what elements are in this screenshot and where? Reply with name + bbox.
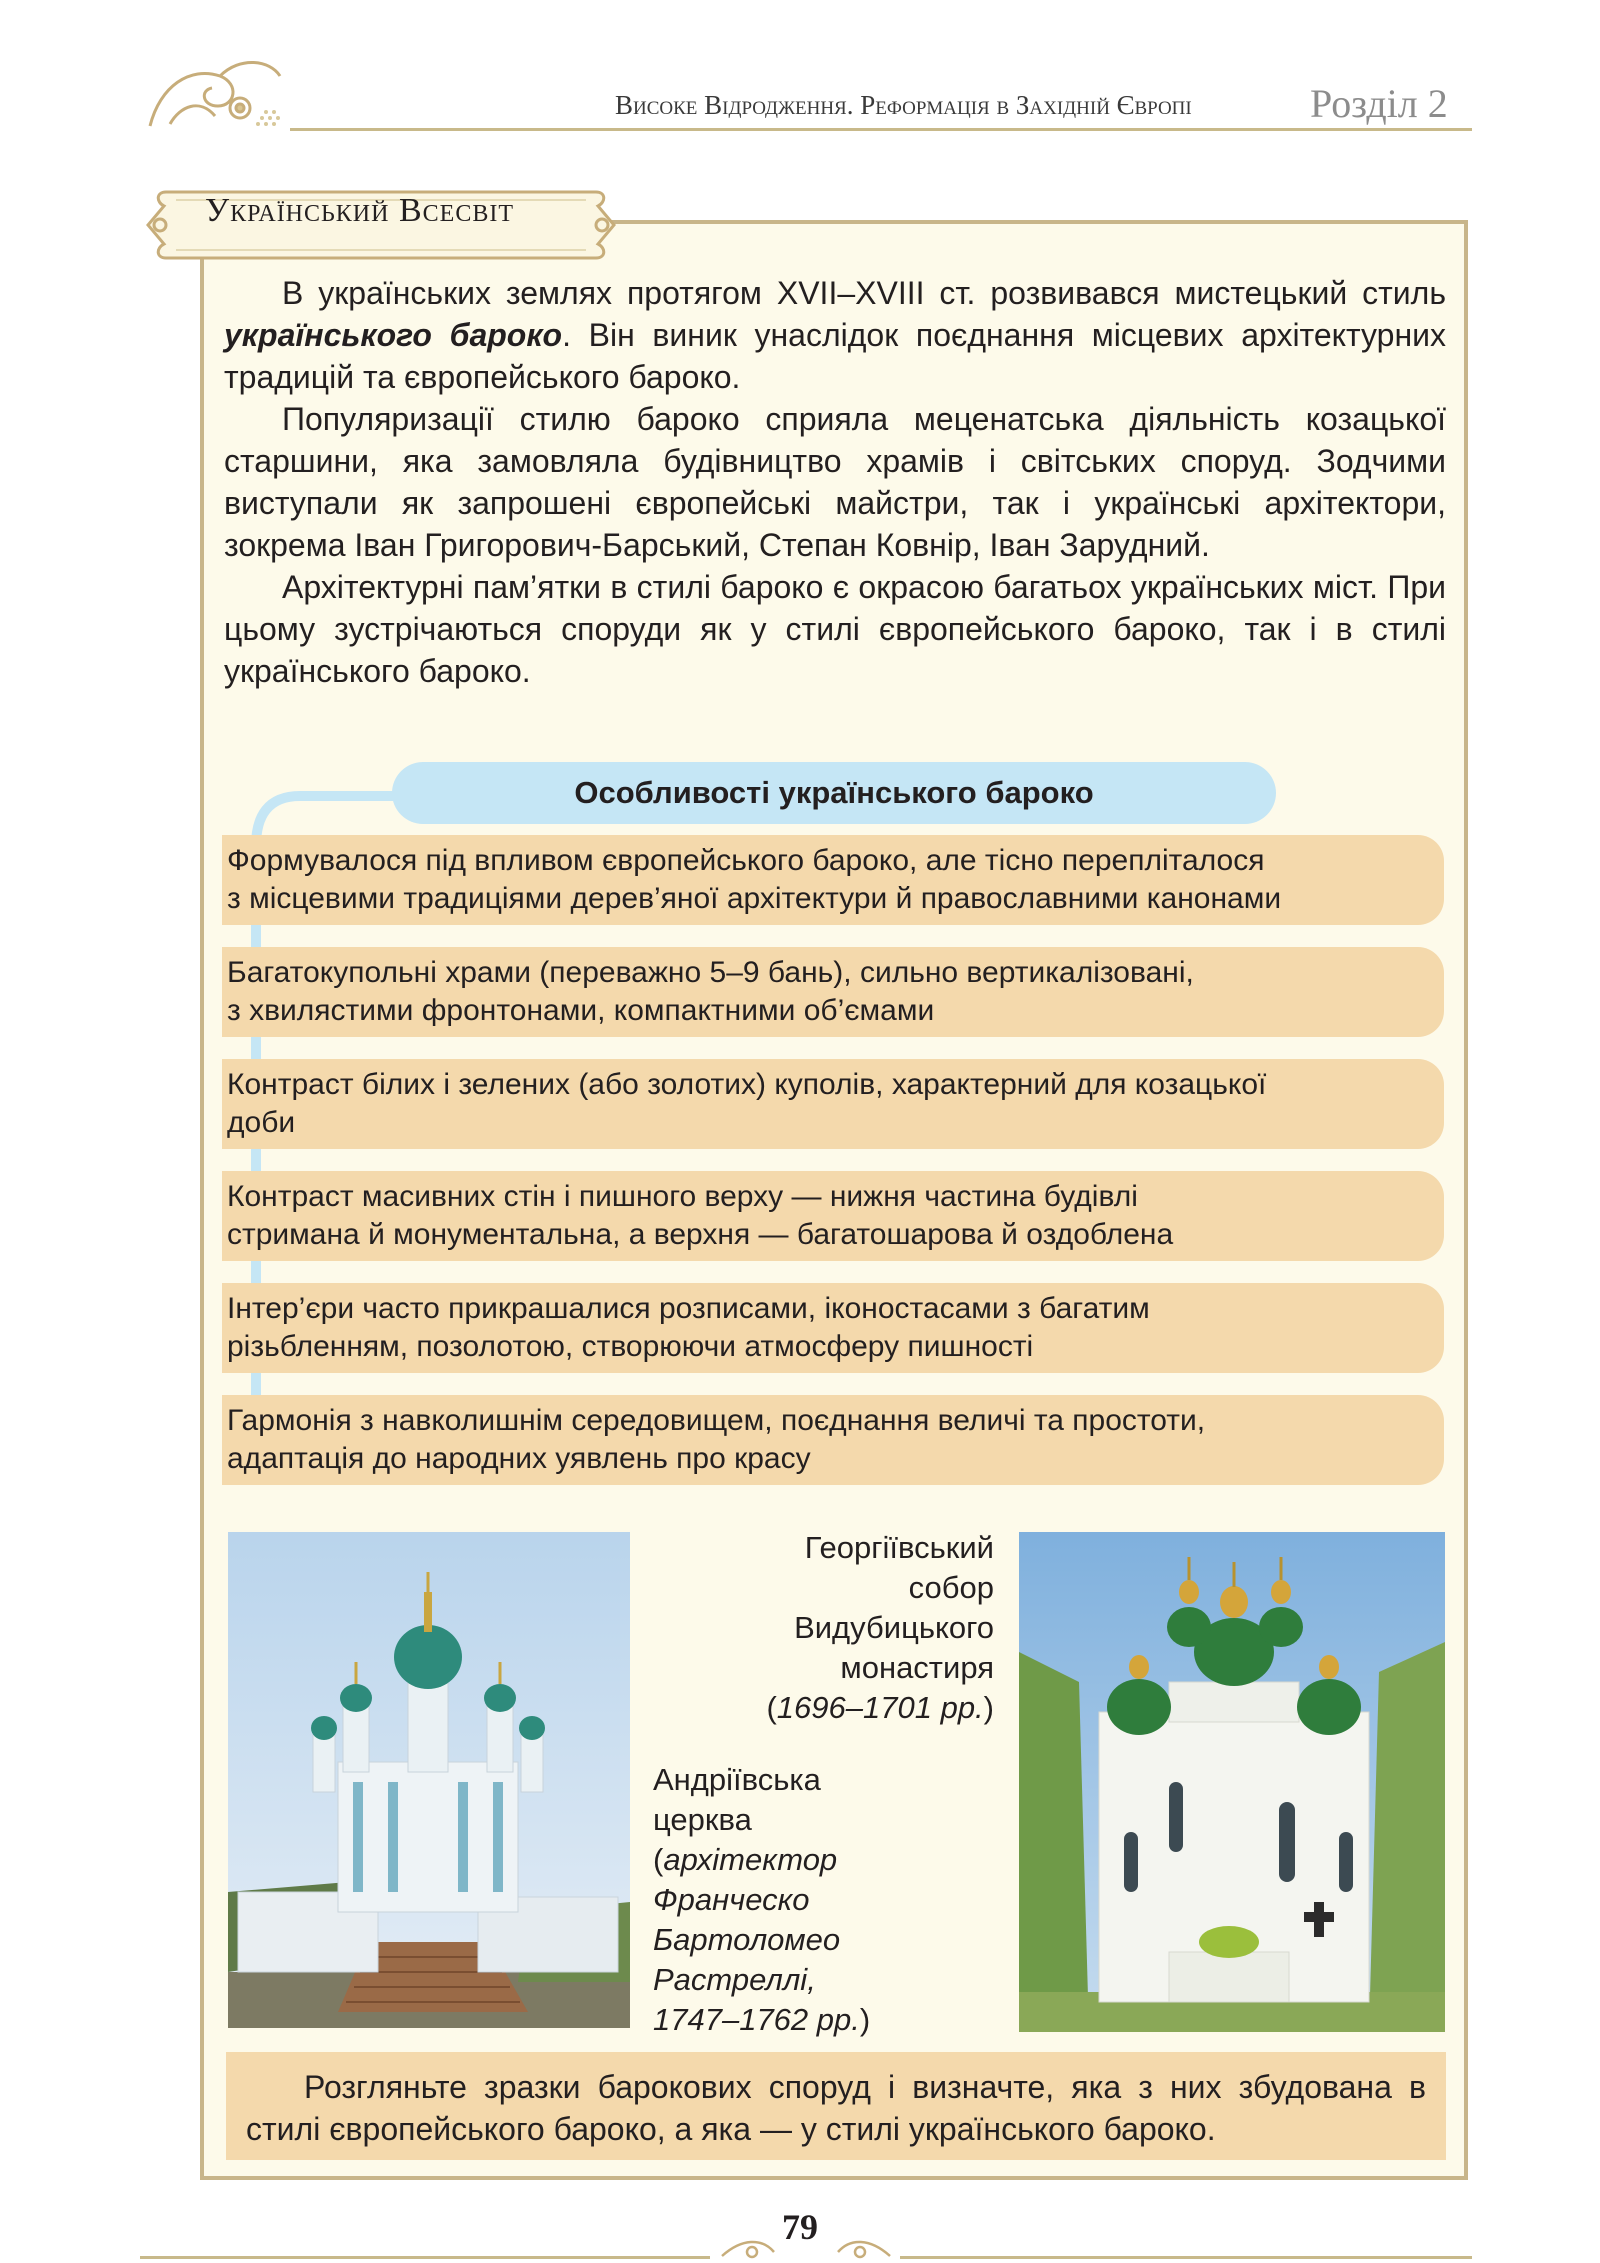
footer-divider-right: [900, 2256, 1472, 2259]
feature-item: Контраст білих і зелених (або золотих) куполів, характерний для козацької доби: [222, 1059, 1444, 1149]
feature-item: Контраст масивних стін і пишного верху — нижня частина будівлі стримана й монументальна, а верхня — багатошарова й оздоблена: [222, 1171, 1444, 1261]
banner-title: Український Всесвіт: [205, 192, 514, 229]
footer-divider-left: [140, 2256, 710, 2259]
features-title: Особливості українського бароко: [392, 762, 1276, 824]
page-number: 79: [782, 2207, 818, 2247]
section-label: Розділ 2: [1310, 81, 1448, 126]
andriivska-church-photo: [228, 1532, 630, 2028]
feature-item: Інтер’єри часто прикрашалися розписами, іконостасами з багатим різьбленням, позолотою, створюючи атмосферу пишності: [222, 1283, 1444, 1373]
caption-heorhiivskyi: Георгіївський собор Видубицького монастиря (1696–1701 рр.): [766, 1530, 994, 1725]
paragraph: Архітектурні пам’ятки в стилі бароко є окрасою багатьох українських міст. При цьому зустрічаються споруди як у стилі європейського бароко, так і в стилі українського бароко.: [224, 569, 1446, 689]
intro-text: [224, 272, 1446, 692]
header-divider: [290, 128, 1472, 131]
caption-andriivska: Андріївська церква (архітектор Франческо Бартоломео Растреллі, 1747–1762 рр.): [653, 1762, 871, 2037]
task-text: Розгляньте зразки барокових споруд і визначте, яка з них збудована в стилі європейського бароко, а яка — у стилі українського бароко.: [246, 2069, 1426, 2147]
emphasis-term: українського бароко: [224, 317, 563, 353]
feature-item: Гармонія з навколишнім середовищем, поєднання величі та простоти, адаптація до народних уявлень про красу: [222, 1395, 1444, 1485]
running-head: Високе Відродження. Реформація в Західній Європі: [615, 90, 1192, 120]
task-box: [226, 2052, 1446, 2160]
paragraph: В українських землях протягом XVII–XVIII ст. розвивався мистецький стиль українського бароко. Він виник унаслідок поєднання місцевих архітектурних традицій та європейського бароко.: [224, 275, 1446, 395]
heorhiivskyi-cathedral-photo: [1019, 1532, 1445, 2032]
paragraph: Популяризації стилю бароко сприяла меценатська діяльність козацької старшини, яка замовляла будівництво храмів і світських споруд. Зодчими виступали як запрошені європейські майстри, так і українські архітектори, зокрема Іван Григорович-Барський, Степан Ковнір, Іван Зарудний.: [224, 401, 1446, 563]
corner-ornament-icon: [140, 46, 290, 136]
feature-item: Багатокупольні храми (переважно 5–9 бань), сильно вертикалізовані, з хвилястими фронтонами, компактними об’ємами: [222, 947, 1444, 1037]
feature-item: Формувалося під впливом європейського бароко, але тісно перепліталося з місцевими традиціями дерев’яної архітектури й православними канонами: [222, 835, 1444, 925]
